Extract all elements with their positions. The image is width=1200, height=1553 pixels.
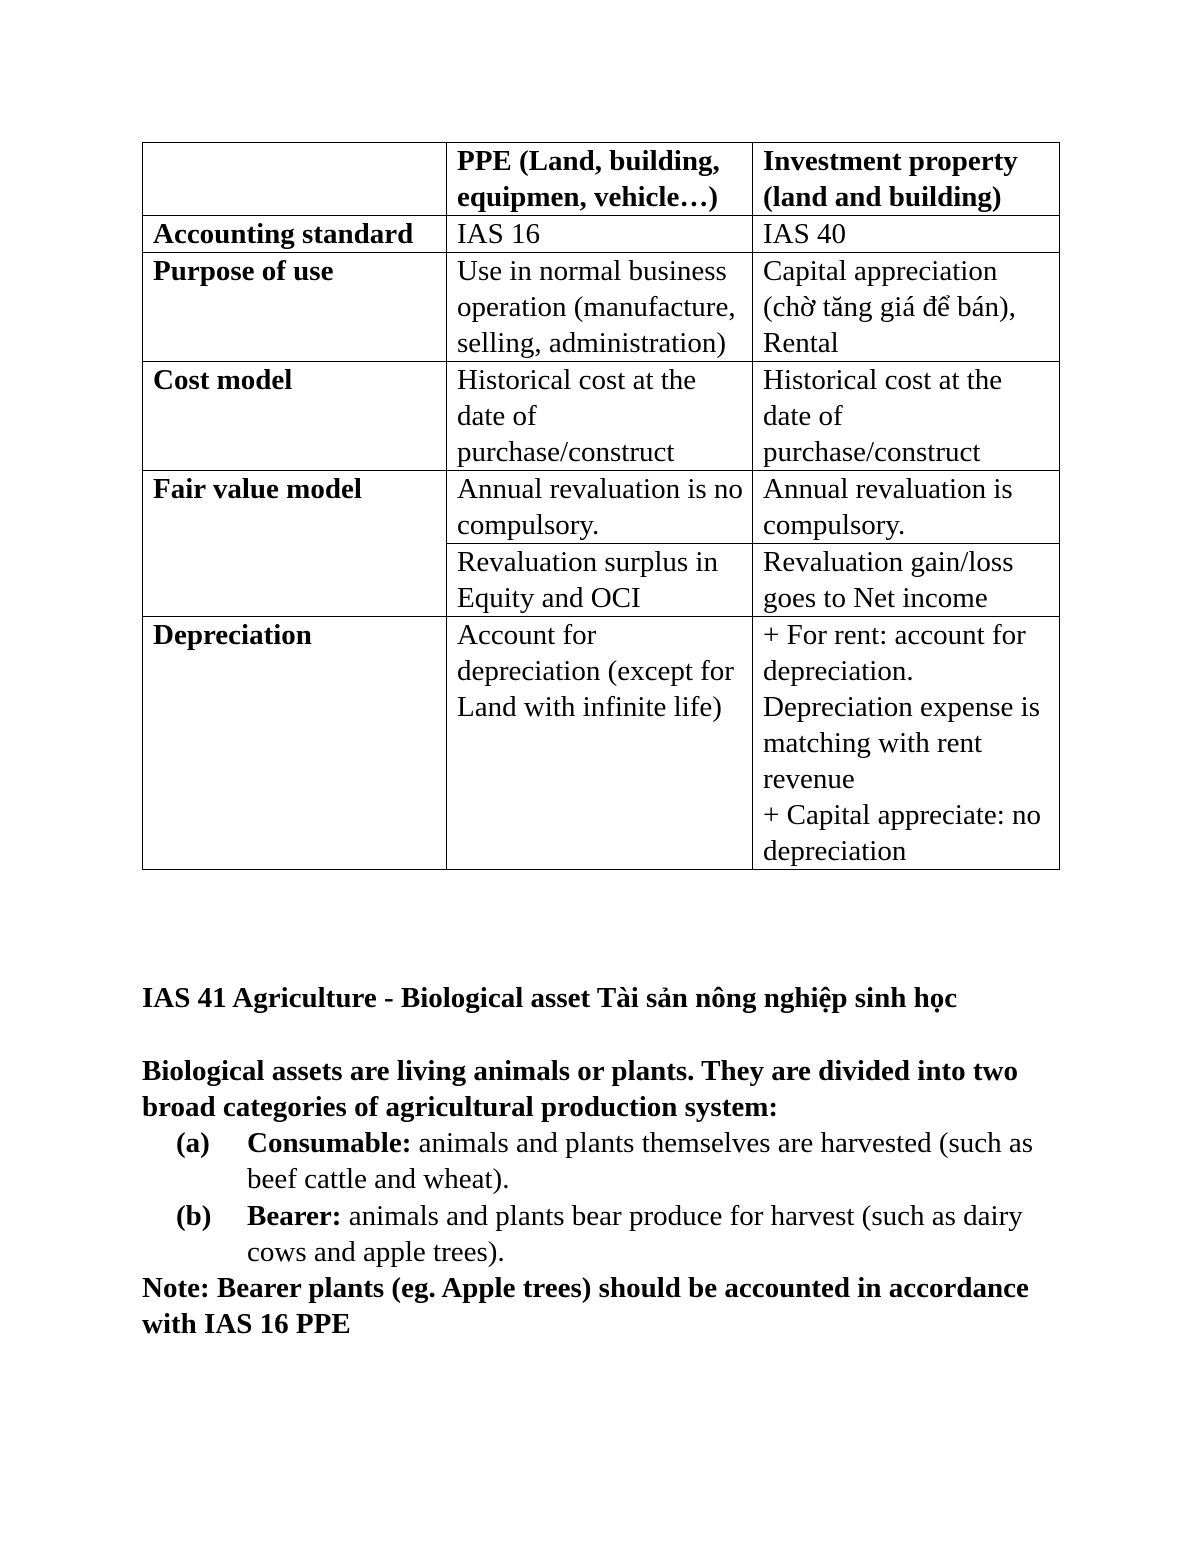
row-label: Accounting standard bbox=[143, 216, 447, 253]
list-item-body bbox=[247, 1125, 1076, 1197]
header-ppe: PPE (Land, building, equipmen, vehicle…) bbox=[447, 143, 753, 216]
ppe-cell: Annual revaluation is no compulsory. bbox=[447, 471, 753, 544]
cell-line: + For rent: account for depreciation. bbox=[763, 619, 1026, 687]
table-header-row bbox=[143, 143, 1060, 216]
list-item-term: Bearer: bbox=[247, 1200, 342, 1232]
table-row bbox=[143, 471, 1060, 544]
cell-line: Depreciation expense is matching with rent revenue bbox=[763, 691, 1041, 795]
comparison-table bbox=[142, 142, 1060, 870]
ppe-cell: Account for depreciation (except for Land with infinite life) bbox=[447, 617, 753, 870]
row-label: Fair value model bbox=[143, 471, 447, 617]
intro-paragraph: Biological assets are living animals or plants. They are divided into two broad categories of agricultural production system: bbox=[142, 1055, 1018, 1123]
list-item-text: animals and plants bear produce for harvest (such as dairy cows and apple trees). bbox=[247, 1200, 1023, 1268]
investment-property-cell: Annual revaluation is compulsory. bbox=[753, 471, 1060, 544]
investment-property-cell: Revaluation gain/loss goes to Net income bbox=[753, 544, 1060, 617]
table-row bbox=[143, 216, 1060, 253]
list-marker: (b) bbox=[176, 1200, 212, 1232]
ppe-cell: Use in normal business operation (manufacture, selling, administration) bbox=[447, 253, 753, 362]
investment-property-cell: Capital appreciation (chờ tăng giá để bán), Rental bbox=[753, 253, 1060, 362]
table-row bbox=[143, 253, 1060, 362]
ppe-cell: IAS 16 bbox=[447, 216, 753, 253]
list-item bbox=[176, 1198, 1076, 1270]
header-investment-property: Investment property (land and building) bbox=[753, 143, 1060, 216]
list-item-body bbox=[247, 1198, 1076, 1270]
cell-line: + Capital appreciate: no depreciation bbox=[763, 799, 1042, 867]
row-label: Cost model bbox=[143, 362, 447, 471]
header-empty-cell bbox=[143, 143, 447, 216]
list-item bbox=[176, 1125, 1076, 1197]
investment-property-cell: IAS 40 bbox=[753, 216, 1060, 253]
section-heading: IAS 41 Agriculture - Biological asset Tài sản nông nghiệp sinh học bbox=[142, 982, 958, 1014]
note-paragraph: Note: Bearer plants (eg. Apple trees) should be accounted in accordance with IAS 16 PPE bbox=[142, 1272, 1029, 1340]
table-row bbox=[143, 362, 1060, 471]
table-row bbox=[143, 617, 1060, 870]
investment-property-cell: Historical cost at the date of purchase/construct bbox=[753, 362, 1060, 471]
list-marker: (a) bbox=[176, 1127, 210, 1159]
investment-property-cell bbox=[753, 617, 1060, 870]
ppe-cell: Revaluation surplus in Equity and OCI bbox=[447, 544, 753, 617]
ppe-cell: Historical cost at the date of purchase/construct bbox=[447, 362, 753, 471]
list-item-term: Consumable: bbox=[247, 1127, 412, 1159]
row-label: Depreciation bbox=[143, 617, 447, 870]
list-item-text: animals and plants themselves are harvested (such as beef cattle and wheat). bbox=[247, 1127, 1034, 1195]
row-label: Purpose of use bbox=[143, 253, 447, 362]
